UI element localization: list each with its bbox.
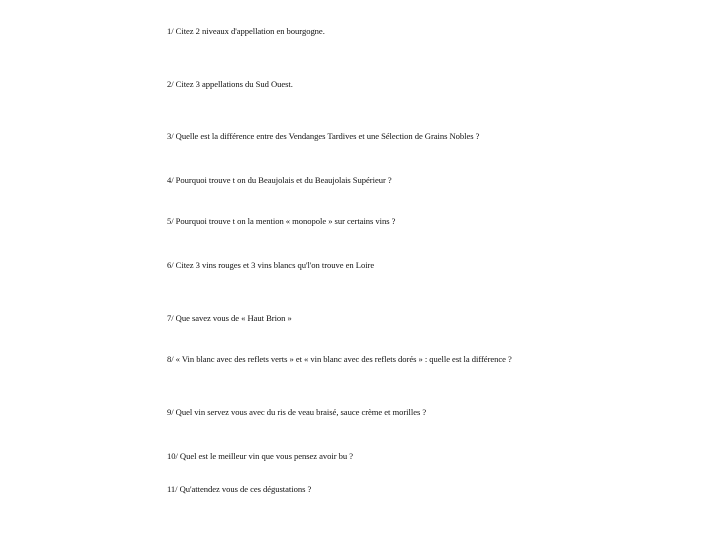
question-9: 9/ Quel vin servez vous avec du ris de veau braisé, sauce crème et morilles ? [167, 407, 427, 417]
question-8: 8/ « Vin blanc avec des reflets verts » et « vin blanc avec des reflets dorés » : quelle est la différence ? [167, 354, 512, 364]
question-5: 5/ Pourquoi trouve t on la mention « monopole » sur certains vins ? [167, 216, 396, 226]
question-6: 6/ Citez 3 vins rouges et 3 vins blancs qu'l'on trouve en Loire [167, 260, 375, 270]
question-2: 2/ Citez 3 appellations du Sud Ouest. [167, 79, 293, 89]
question-11: 11/ Qu'attendez vous de ces dégustations ? [167, 484, 312, 494]
question-10: 10/ Quel est le meilleur vin que vous pensez avoir bu ? [167, 451, 354, 461]
question-1: 1/ Citez 2 niveaux d'appellation en bourgogne. [167, 26, 325, 36]
question-4: 4/ Pourquoi trouve t on du Beaujolais et du Beaujolais Supérieur ? [167, 175, 392, 185]
question-7: 7/ Que savez vous de « Haut Brion » [167, 313, 292, 323]
question-3: 3/ Quelle est la différence entre des Vendanges Tardives et une Sélection de Grains Nobles ? [167, 131, 480, 141]
